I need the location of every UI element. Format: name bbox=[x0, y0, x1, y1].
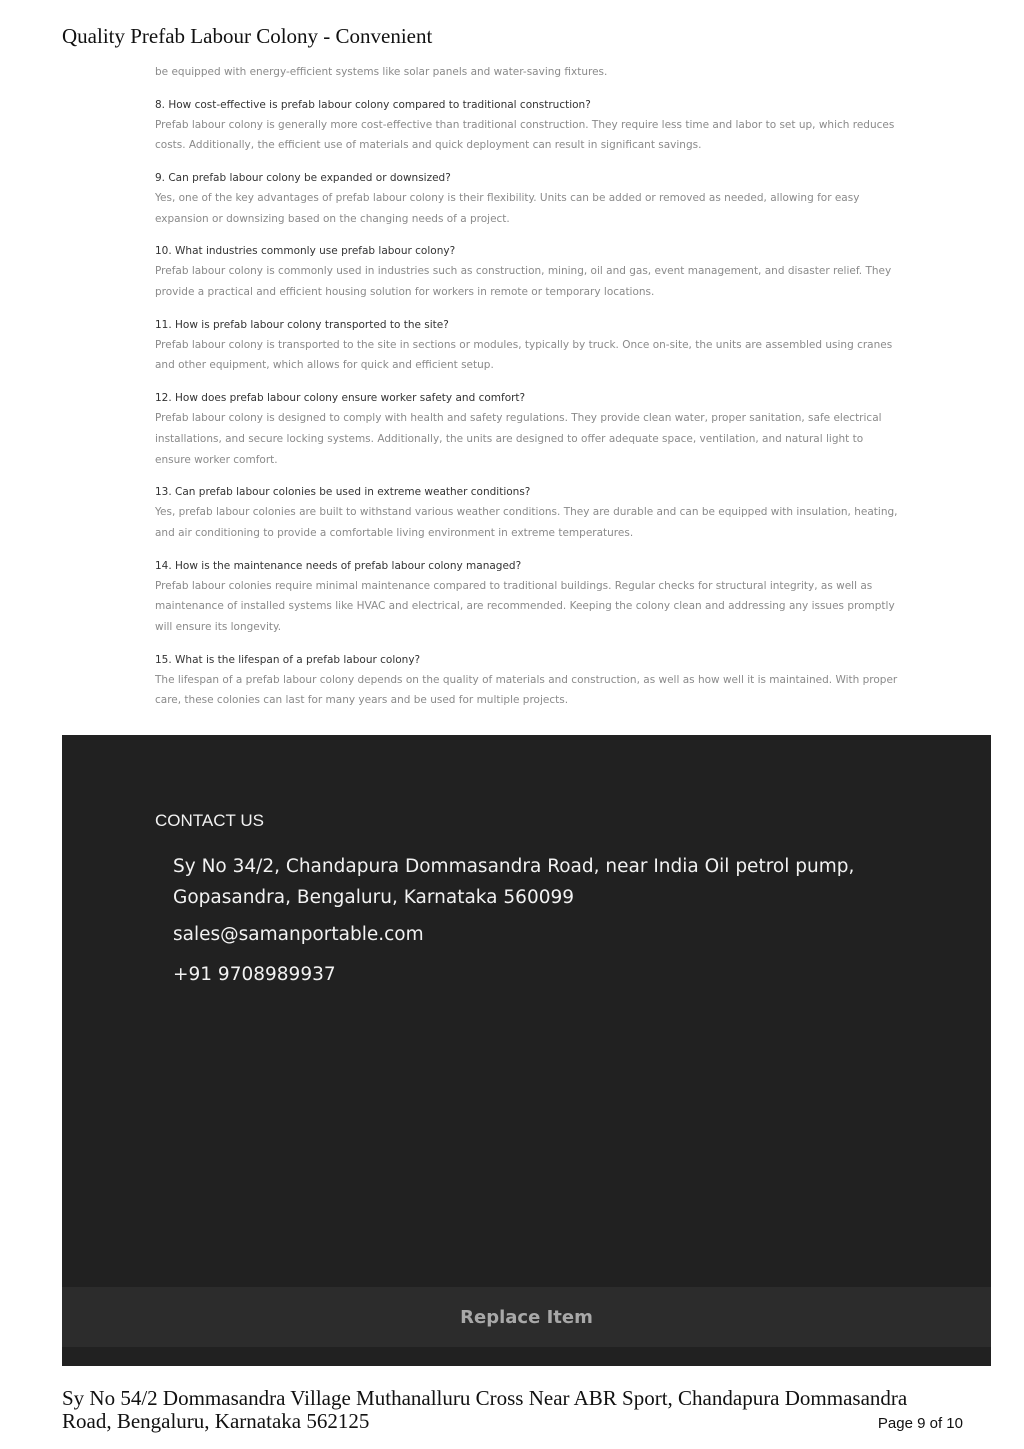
faq-question: 11. How is prefab labour colony transported to the site? bbox=[155, 318, 449, 331]
faq-question: 13. Can prefab labour colonies be used in extreme weather conditions? bbox=[155, 486, 531, 499]
faq-item-9 bbox=[155, 168, 900, 229]
faq-item-13 bbox=[155, 482, 900, 543]
footer-address: Sy No 54/2 Dommasandra Village Muthanalluru Cross Near ABR Sport, Chandapura Dommasandra Road, Bengaluru, Karnataka 562125 bbox=[62, 1386, 908, 1433]
faq-item-10 bbox=[155, 241, 900, 302]
page-title: Quality Prefab Labour Colony - Convenient bbox=[62, 24, 433, 48]
faq-item-11 bbox=[155, 315, 900, 376]
faq-item-15 bbox=[155, 650, 900, 711]
faq-answer: Prefab labour colony is commonly used in industries such as construction, mining, oil and gas, event management, and disaster relief. They provide a practical and efficient housing solution for workers in remote or temporary locations. bbox=[155, 265, 892, 299]
faq-answer: Yes, one of the key advantages of prefab labour colony is their flexibility. Units can be added or removed as needed, allowing for easy expansion or downsizing based on the changing needs of a project. bbox=[155, 191, 860, 225]
faq-item-12 bbox=[155, 388, 900, 470]
lead-paragraph: be equipped with energy-efficient systems like solar panels and water-saving fixtures. bbox=[155, 66, 608, 78]
faq-question: 8. How cost-effective is prefab labour colony compared to traditional construction? bbox=[155, 98, 591, 111]
faq-question: 14. How is the maintenance needs of prefab labour colony managed? bbox=[155, 559, 522, 572]
faq-question: 15. What is the lifespan of a prefab labour colony? bbox=[155, 653, 421, 666]
faq-question: 12. How does prefab labour colony ensure worker safety and comfort? bbox=[155, 392, 526, 405]
faq-item-8 bbox=[155, 95, 900, 156]
faq-answer: Prefab labour colonies require minimal maintenance compared to traditional buildings. Regular checks for structural integrity, as well as maintenance of installed systems like HVAC and electrical, are recommended. Keeping the colony clean and addressing any issues promptly will ensure its longevity. bbox=[155, 579, 895, 634]
contact-phone-link[interactable]: +91 9708989937 bbox=[173, 964, 336, 985]
contact-address: Sy No 34/2, Chandapura Dommasandra Road, near India Oil petrol pump, Gopasandra, Bengaluru, Karnataka 560099 bbox=[173, 856, 855, 908]
faq-item-14 bbox=[155, 556, 900, 638]
replace-item-bar bbox=[62, 1287, 991, 1347]
contact-heading: CONTACT US bbox=[155, 811, 264, 830]
contact-email-link[interactable]: sales@samanportable.com bbox=[173, 924, 424, 945]
faq-question: 9. Can prefab labour colony be expanded or downsized? bbox=[155, 171, 451, 184]
faq-answer: Prefab labour colony is generally more cost-effective than traditional construction. They require less time and labor to set up, which reduces costs. Additionally, the efficient use of materials and quick deployment can result in significant savings. bbox=[155, 118, 895, 152]
contact-panel bbox=[62, 735, 991, 1366]
faq-answer: Prefab labour colony is transported to the site in sections or modules, typically by truck. Once on-site, the units are assembled using cranes and other equipment, which allows for quick and efficient setup. bbox=[155, 338, 893, 372]
faq-section bbox=[155, 62, 900, 723]
replace-item-button[interactable]: Replace Item bbox=[460, 1306, 593, 1328]
faq-answer: Prefab labour colony is designed to comply with health and safety regulations. They provide clean water, proper sanitation, safe electrical installations, and secure locking systems. Additionally, the units are designed to offer adequate space, ventilation, and natural light to ensure worker comfort. bbox=[155, 412, 882, 466]
faq-answer: Yes, prefab labour colonies are built to withstand various weather conditions. They are durable and can be equipped with insulation, heating, and air conditioning to provide a comfortable living environment in extreme temperatures. bbox=[155, 506, 898, 539]
page-number: Page 9 of 10 bbox=[877, 1415, 963, 1432]
faq-question: 10. What industries commonly use prefab labour colony? bbox=[155, 245, 456, 258]
faq-answer: The lifespan of a prefab labour colony depends on the quality of materials and construction, as well as how well it is maintained. With proper care, these colonies can last for many years and be used for multiple projects. bbox=[155, 673, 898, 707]
